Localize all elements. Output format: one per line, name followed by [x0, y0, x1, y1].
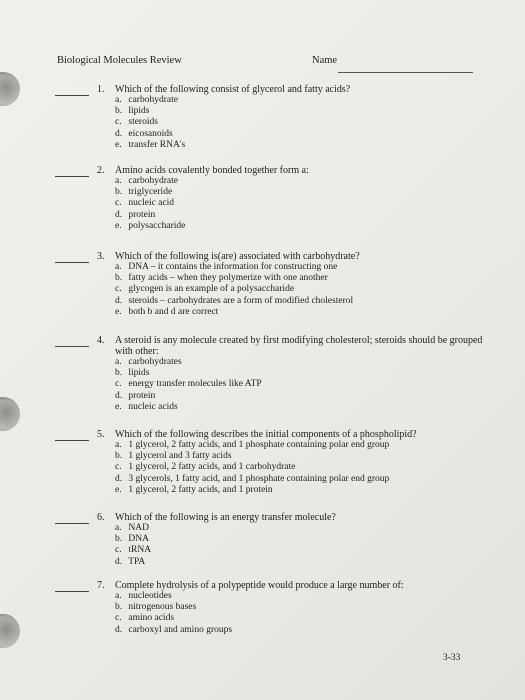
- question-number: 4.: [97, 335, 105, 346]
- question-block: [55, 165, 485, 232]
- answer-options: [115, 357, 485, 413]
- answer-options: [115, 440, 485, 496]
- answer-option: [115, 474, 485, 485]
- answer-option: [115, 613, 485, 624]
- answer-option: [115, 440, 485, 451]
- name-blank-line[interactable]: [338, 72, 473, 73]
- option-text: steroids – carbohydrates are a form of modified cholesterol: [128, 295, 354, 306]
- answer-option: [115, 273, 485, 284]
- question-text: A steroid is any molecule created by first modifying cholesterol; steroids should be grouped with other:: [115, 335, 483, 357]
- answer-option: [115, 221, 485, 232]
- option-letter: e.: [115, 306, 122, 317]
- answer-option: [115, 379, 485, 390]
- option-letter: d.: [115, 473, 123, 484]
- answer-option: [115, 296, 485, 307]
- option-letter: b.: [115, 106, 123, 117]
- answer-option: [115, 602, 485, 613]
- option-text: triglyceride: [128, 187, 173, 198]
- question-block: [55, 84, 485, 151]
- option-text: 1 glycerol, 2 fatty acids, and 1 carbohydrate: [128, 462, 296, 473]
- option-letter: b.: [115, 368, 123, 379]
- page-number: 3-33: [443, 653, 461, 663]
- answer-option: [115, 625, 485, 636]
- answer-blank-line[interactable]: [55, 440, 89, 441]
- option-text: carbohydrate: [128, 176, 178, 186]
- answer-blank-line[interactable]: [55, 591, 89, 592]
- option-text: glycogen is an example of a polysaccharide: [128, 284, 295, 295]
- question-number: 3.: [97, 251, 105, 262]
- option-letter: e.: [115, 484, 122, 495]
- punch-hole: [0, 397, 20, 431]
- answer-blank-line[interactable]: [55, 523, 89, 524]
- option-text: nucleic acid: [128, 198, 175, 209]
- answer-option: [115, 557, 485, 568]
- option-letter: a.: [115, 523, 122, 533]
- option-letter: c.: [115, 198, 122, 209]
- answer-option: [115, 262, 485, 273]
- answer-options: [115, 176, 485, 232]
- question-number: 5.: [97, 429, 105, 440]
- option-letter: d.: [115, 390, 123, 401]
- question-number: 7.: [97, 580, 105, 591]
- answer-option: [115, 95, 485, 106]
- option-text: 3 glycerols, 1 fatty acid, and 1 phosphate containing polar end group: [128, 473, 390, 484]
- option-text: transfer RNA's: [128, 139, 186, 150]
- option-text: 1 glycerol, 2 fatty acids, and 1 phosphate containing polar end group: [128, 440, 390, 450]
- answer-options: [115, 262, 485, 318]
- option-text: NAD: [128, 523, 149, 533]
- option-letter: d.: [115, 556, 123, 567]
- option-letter: b.: [115, 534, 123, 545]
- answer-option: [115, 523, 485, 534]
- option-text: carboxyl and amino groups: [128, 624, 233, 635]
- question-text: Which of the following is(are) associated with carbohydrate?: [115, 251, 360, 262]
- answer-option: [115, 307, 485, 318]
- option-letter: b.: [115, 602, 123, 613]
- option-letter: b.: [115, 273, 123, 284]
- answer-option: [115, 402, 485, 413]
- option-text: 1 glycerol and 3 fatty acids: [128, 451, 232, 462]
- option-letter: b.: [115, 187, 123, 198]
- option-letter: a.: [115, 262, 122, 272]
- option-text: nitrogenous bases: [128, 602, 197, 613]
- answer-blank-line[interactable]: [55, 262, 89, 263]
- option-text: nucleic acids: [128, 401, 178, 412]
- option-letter: a.: [115, 95, 122, 105]
- option-text: protein: [128, 390, 156, 401]
- option-text: TPA: [128, 556, 146, 567]
- option-letter: e.: [115, 139, 122, 150]
- answer-option: [115, 462, 485, 473]
- option-letter: d.: [115, 295, 123, 306]
- option-text: lipids: [128, 368, 150, 379]
- option-letter: a.: [115, 176, 122, 186]
- option-text: nucleotides: [128, 591, 172, 601]
- question-number: 6.: [97, 512, 105, 523]
- option-letter: c.: [115, 462, 122, 473]
- question-number: 2.: [97, 165, 105, 176]
- answer-option: [115, 451, 485, 462]
- question-text: Which of the following consist of glycerol and fatty acids?: [115, 84, 351, 95]
- option-letter: c.: [115, 284, 122, 295]
- punch-hole: [0, 72, 20, 106]
- answer-option: [115, 485, 485, 496]
- option-letter: c.: [115, 117, 122, 128]
- answer-options: [115, 523, 485, 568]
- option-letter: c.: [115, 379, 122, 390]
- answer-blank-line[interactable]: [55, 176, 89, 177]
- option-text: protein: [128, 209, 156, 220]
- page-title: Biological Molecules Review: [57, 55, 182, 66]
- option-text: DNA – it contains the information for constructing one: [128, 262, 338, 272]
- punch-hole: [0, 614, 20, 648]
- option-text: lipids: [128, 106, 150, 117]
- answer-option: [115, 140, 485, 151]
- option-text: DNA: [128, 534, 149, 545]
- answer-options: [115, 591, 485, 636]
- option-text: eicosanoids: [128, 128, 173, 139]
- name-label: Name: [312, 55, 338, 66]
- option-text: carbohydrates: [128, 357, 182, 367]
- option-letter: d.: [115, 128, 123, 139]
- answer-option: [115, 117, 485, 128]
- option-text: tRNA: [128, 545, 152, 556]
- option-text: carbohydrate: [128, 95, 178, 105]
- answer-option: [115, 545, 485, 556]
- option-text: fatty acids – when they polymerize with one another: [128, 273, 328, 284]
- answer-option: [115, 129, 485, 140]
- answer-option: [115, 284, 485, 295]
- answer-option: [115, 198, 485, 209]
- option-letter: a.: [115, 591, 122, 601]
- option-letter: e.: [115, 401, 122, 412]
- answer-blank-line[interactable]: [55, 95, 89, 96]
- answer-option: [115, 391, 485, 402]
- question-text: Which of the following is an energy transfer molecule?: [115, 512, 336, 523]
- option-text: energy transfer molecules like ATP: [128, 379, 262, 390]
- question-text: Which of the following describes the initial components of a phospholipid?: [115, 429, 417, 440]
- question-number: 1.: [97, 84, 105, 95]
- option-letter: c.: [115, 545, 122, 556]
- question-block: [55, 251, 485, 318]
- question-text: Amino acids covalently bonded together form a:: [115, 165, 309, 176]
- question-block: [55, 335, 485, 413]
- option-text: steroids: [128, 117, 158, 128]
- option-letter: d.: [115, 209, 123, 220]
- option-letter: e.: [115, 220, 122, 231]
- option-letter: c.: [115, 613, 122, 624]
- answer-option: [115, 106, 485, 117]
- question-block: [55, 580, 485, 636]
- option-text: polysaccharide: [128, 220, 186, 231]
- option-letter: b.: [115, 451, 123, 462]
- option-text: 1 glycerol, 2 fatty acids, and 1 protein: [128, 484, 273, 495]
- answer-option: [115, 210, 485, 221]
- answer-blank-line[interactable]: [55, 346, 89, 347]
- question-block: [55, 429, 485, 496]
- answer-option: [115, 357, 485, 368]
- answer-options: [115, 95, 485, 151]
- option-text: both b and d are correct: [128, 306, 219, 317]
- answer-option: [115, 176, 485, 187]
- answer-option: [115, 187, 485, 198]
- answer-option: [115, 368, 485, 379]
- answer-option: [115, 591, 485, 602]
- question-block: [55, 512, 485, 568]
- answer-option: [115, 534, 485, 545]
- option-letter: d.: [115, 624, 123, 635]
- option-letter: a.: [115, 440, 122, 450]
- option-text: amino acids: [128, 613, 175, 624]
- question-text: Complete hydrolysis of a polypeptide would produce a large number of:: [115, 580, 404, 591]
- option-letter: a.: [115, 357, 122, 367]
